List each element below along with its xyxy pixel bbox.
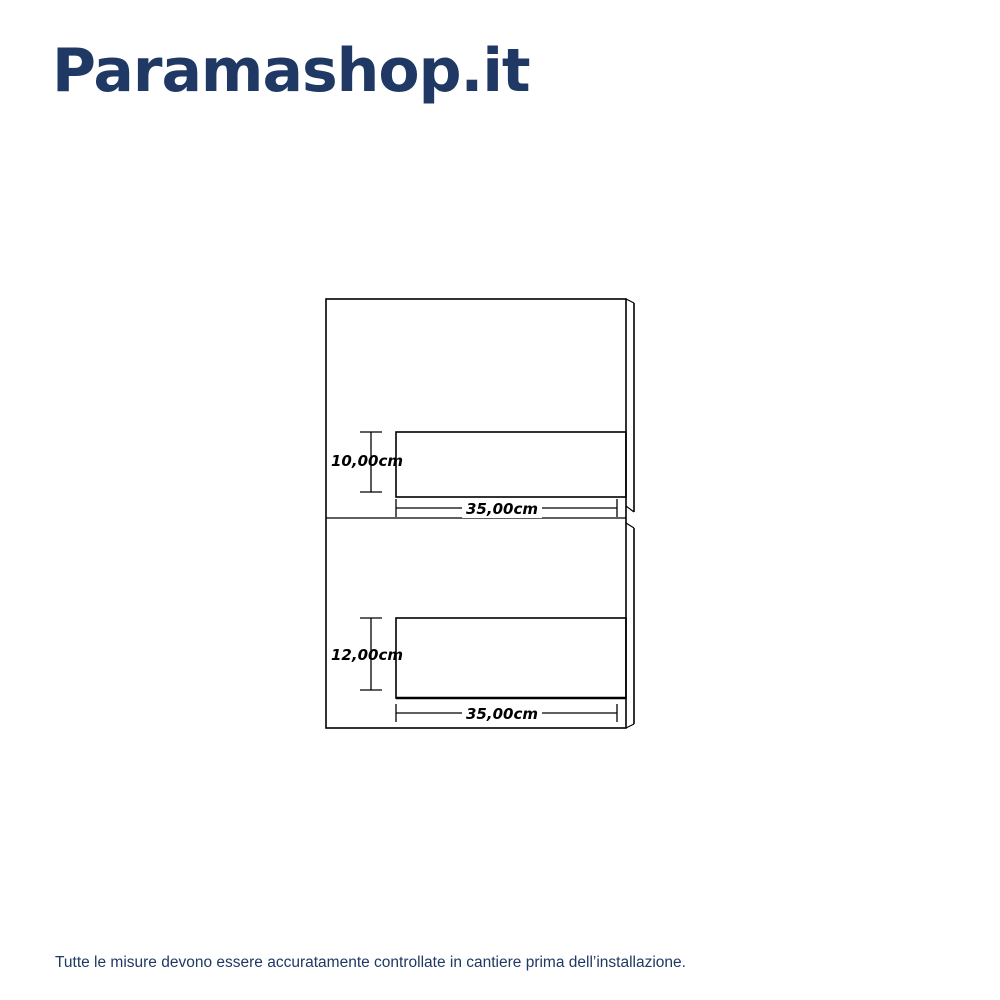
dim-lower-height-label: 12,00cm	[331, 646, 403, 664]
depth-line-top	[626, 299, 634, 303]
depth-line-bottom	[626, 724, 634, 728]
depth-line-mid-upper	[626, 506, 634, 512]
upper-drawer-front	[396, 432, 626, 497]
dim-upper-width-label: 35,00cm	[466, 500, 538, 518]
dim-upper-height-label: 10,00cm	[331, 452, 403, 470]
brand-logo: Paramashop.it	[52, 36, 530, 106]
dim-lower-width-label: 35,00cm	[466, 705, 538, 723]
depth-line-mid-lower	[626, 523, 634, 528]
lower-drawer-front	[396, 618, 626, 698]
installation-note: Tutte le misure devono essere accuratamente controllate in cantiere prima dell’installazione.	[55, 954, 686, 971]
